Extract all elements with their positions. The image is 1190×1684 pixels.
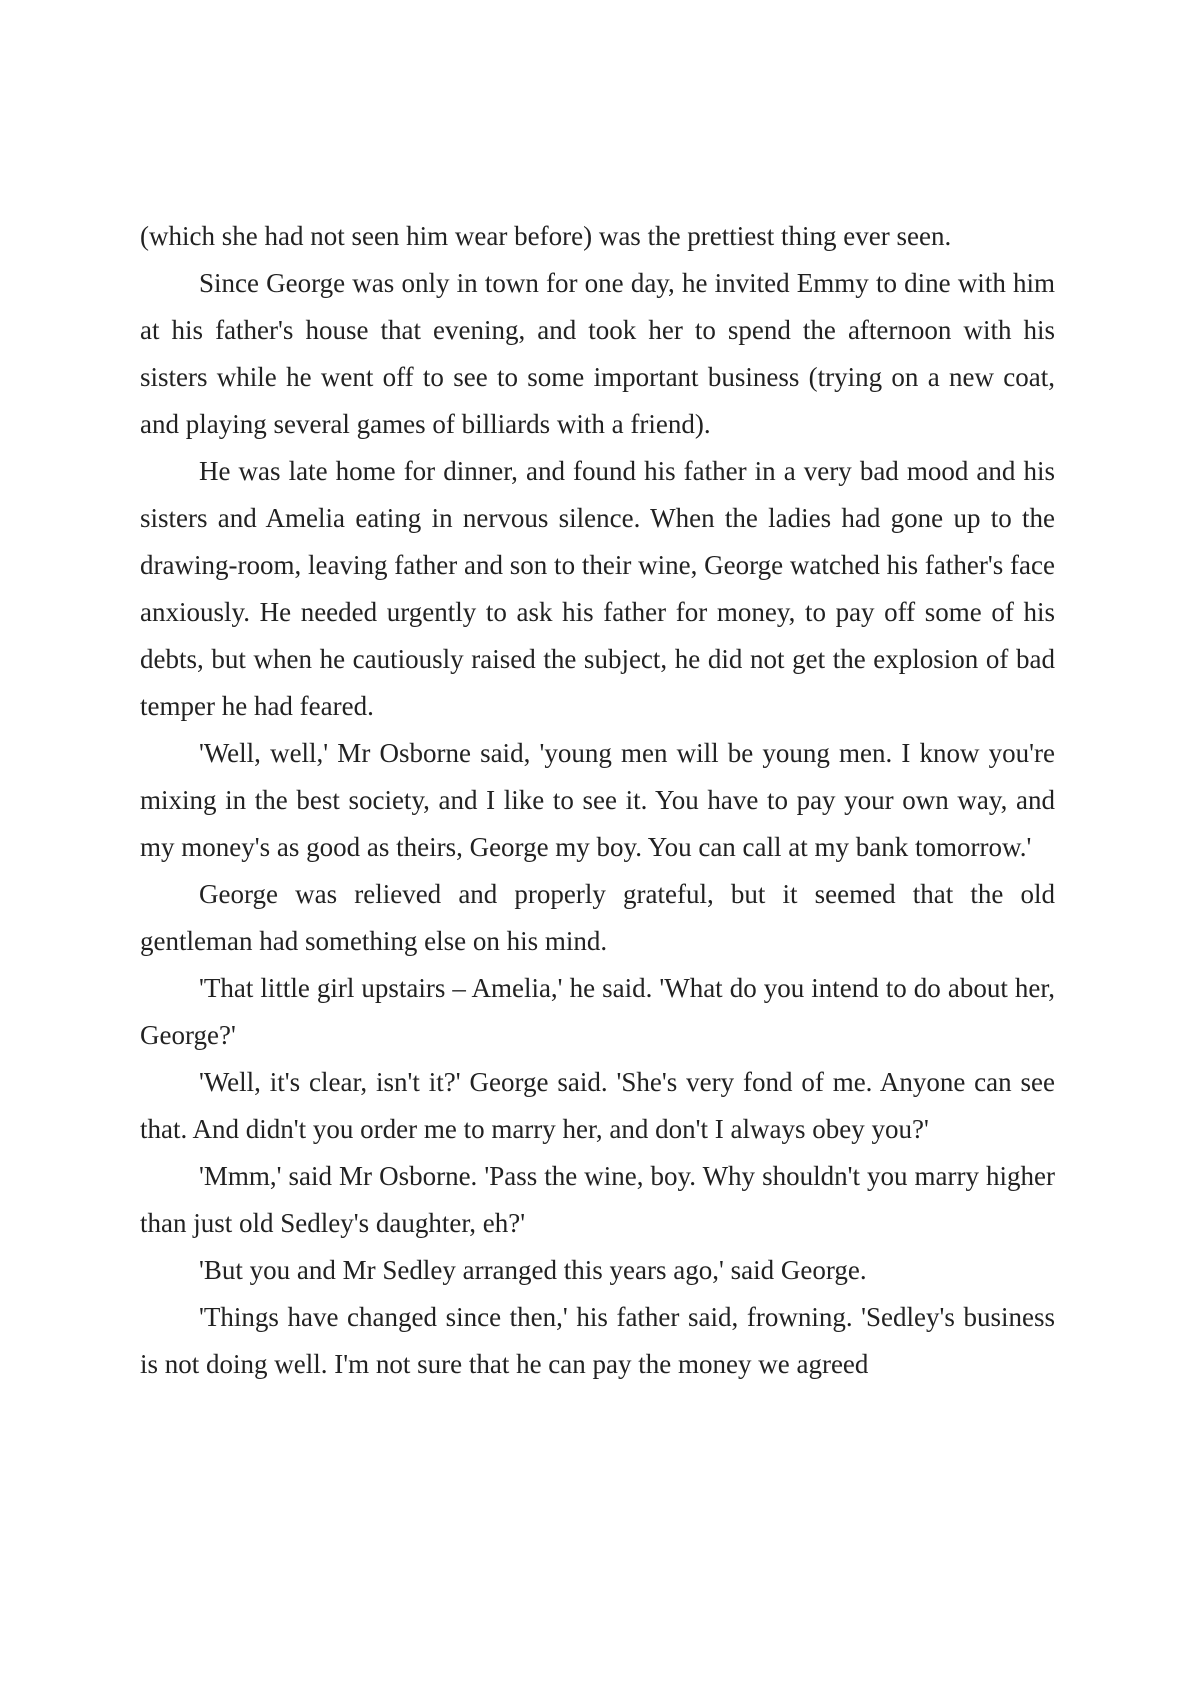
paragraph-continued: (which she had not seen him wear before) was the prettiest thing ever seen. xyxy=(140,221,952,251)
paragraph: 'Well, it's clear, isn't it?' George said. 'She's very fond of me. Anyone can see that. And didn't you order me to marry her, and don't I always obey you?' xyxy=(140,1067,1055,1144)
paragraph: 'Mmm,' said Mr Osborne. 'Pass the wine, boy. Why shouldn't you marry higher than just old Sedley's daughter, eh?' xyxy=(140,1161,1055,1238)
paragraph-continues: 'Things have changed since then,' his father said, frowning. 'Sedley's business is not doing well. I'm not sure that he can pay the money we agreed xyxy=(140,1302,1055,1379)
paragraph: 'Well, well,' Mr Osborne said, 'young men will be young men. I know you're mixing in the best society, and I like to see it. You have to pay your own way, and my money's as good as theirs, George my boy. You can call at my bank tomorrow.' xyxy=(140,738,1055,862)
paragraph: George was relieved and properly grateful, but it seemed that the old gentleman had something else on his mind. xyxy=(140,879,1055,956)
paragraph: 'But you and Mr Sedley arranged this years ago,' said George. xyxy=(199,1255,867,1285)
paragraph: He was late home for dinner, and found his father in a very bad mood and his sisters and Amelia eating in nervous silence. When the ladies had gone up to the drawing-room, leaving father and son to their wine, George watched his father's face anxiously. He needed urgently to ask his father for money, to pay off some of his debts, but when he cautiously raised the subject, he did not get the explosion of bad temper he had feared. xyxy=(140,456,1055,721)
paragraph: 'That little girl upstairs – Amelia,' he said. 'What do you intend to do about her, George?' xyxy=(140,973,1055,1050)
paragraph: Since George was only in town for one day, he invited Emmy to dine with him at his father's house that evening, and took her to spend the afternoon with his sisters while he went off to see to some important business (trying on a new coat, and playing several games of billiards with a friend). xyxy=(140,268,1055,439)
page-body xyxy=(140,213,1055,1388)
